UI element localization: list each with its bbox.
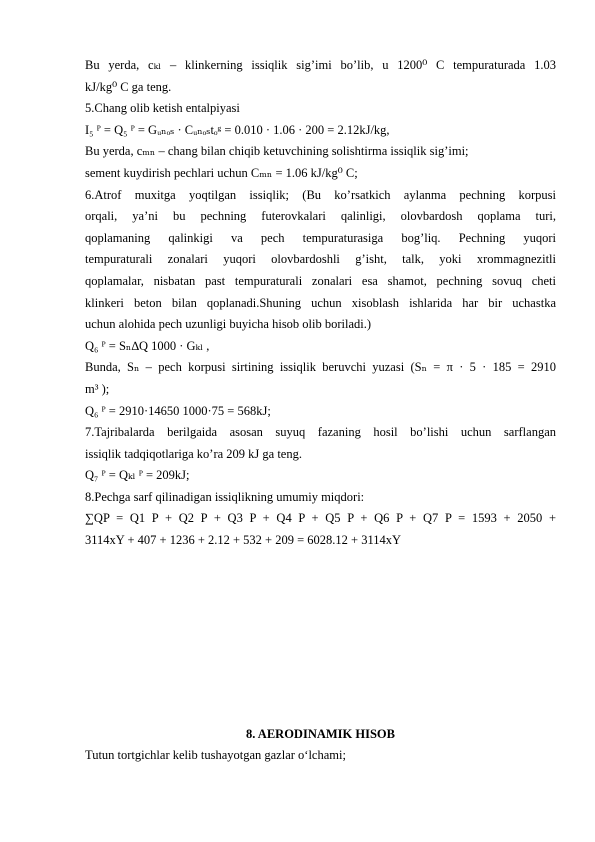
- text-line: 5.Chang olib ketish entalpiyasi: [85, 101, 240, 116]
- text-line: uchun alohida pech uzunligi buyicha hisob olib boriladi.): [85, 317, 372, 332]
- text-line: 7.Tajribalarda berilgaida asosan suyuq fazaning hosil bo’lishi uchun sarflangan: [85, 425, 556, 440]
- section-heading: 8. AERODINAMIK HISOB: [246, 727, 395, 741]
- body-text: [85, 55, 556, 552]
- text-line: 6.Atrof muxitga yoqtilgan issiqlik; (Bu ko’rsatkich aylanma pechning korpusi: [85, 187, 556, 202]
- text-line: issiqlik tadqiqotlariga ko’ra 209 kJ ga teng.: [85, 446, 302, 461]
- formula-line: I₅ ᴾ = Q₅ ᴾ = Gᵤₙₒₛ · Cᵤₙₒₛtₒᵍ = 0.010 · 1.06 · 200 = 2.12kJ/kg,: [85, 122, 390, 137]
- text-line: Bunda, Sₙ – pech korpusi sirtining issiqlik beruvchi yuzasi (Sₙ = π · 5 · 185 = 2910: [85, 360, 556, 375]
- text-line: Bu yerda, cₘₙ – chang bilan chiqib ketuvchining solishtirma issiqlik sig’imi;: [85, 144, 469, 159]
- formula-line: Q₆ ᴾ = 2910·14650 1000·75 = 568kJ;: [85, 403, 271, 418]
- text-line: qoplamaning qalinkigi va pech tempuraturasiga bog’liq. Pechning yuqori: [85, 230, 556, 245]
- text-line: qoplamalar, nisbatan past tempuraturali zonalari esa shamot, pechning sovuq cheti: [85, 273, 556, 288]
- text-line: klinkeri beton bilan qoplanadi.Shuning uchun xisoblash ishlarida har bir uchastka: [85, 295, 556, 310]
- text-line: tempuraturali zonalari yuqori olovbardoshli g’isht, talk, yoki xrommagnezitli: [85, 252, 556, 267]
- formula-line: Q₆ ᴾ = Sₙ∆Q 1000 · Gₖₗ ,: [85, 338, 210, 353]
- text-line: Tutun tortgichlar kelib tushayotgan gazlar o‘lchami;: [85, 748, 346, 762]
- text-line: m³ );: [85, 381, 110, 396]
- text-line: 8.Pechga sarf qilinadigan issiqlikning umumiy miqdori:: [85, 489, 365, 504]
- text-line: orqali, ya’ni bu pechning futerovkalari qalinligi, olovbardosh qoplama turi,: [85, 209, 556, 224]
- formula-line: ∑QP = Q1 P + Q2 P + Q3 P + Q4 P + Q5 P + Q6 P + Q7 P = 1593 + 2050 +: [85, 511, 556, 526]
- formula-line: Q₇ ᴾ = Qₖₗ ᴾ = 209kJ;: [85, 468, 190, 483]
- formula-line: 3114xY + 407 + 1236 + 2.12 + 532 + 209 = 6028.12 + 3114xY: [85, 533, 402, 548]
- text-line: kJ/kg⁰ C ga teng.: [85, 79, 172, 94]
- text-line: Bu yerda, cₖₗ – klinkerning issiqlik sig’imi bo’lib, u 1200⁰ C tempuraturada 1.03: [85, 58, 556, 72]
- text-line: sement kuydirish pechlari uchun Cₘₙ = 1.06 kJ/kg⁰ C;: [85, 165, 358, 180]
